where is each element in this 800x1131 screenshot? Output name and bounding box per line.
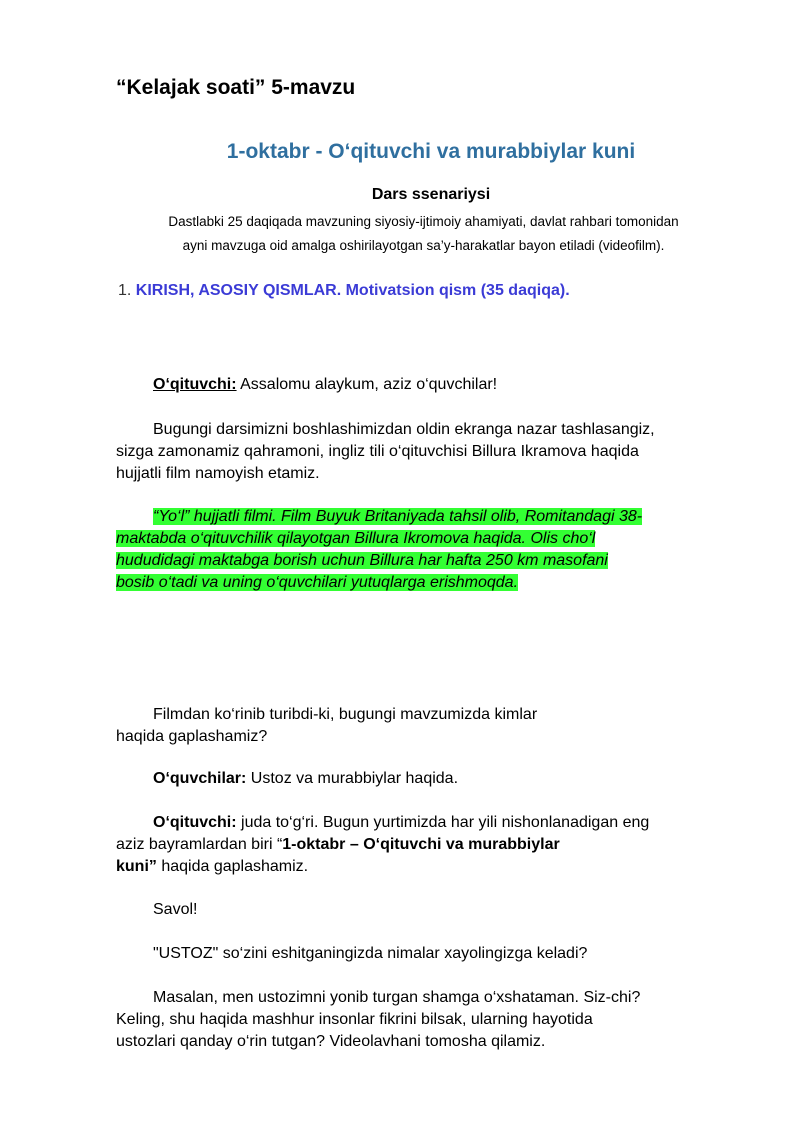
question-label: Savol! (153, 901, 198, 918)
speaker-teacher: O‘qituvchi: (153, 376, 237, 393)
paragraph-line: ustozlari qanday o‘rin tutgan? Videolavhani tomosha qilamiz. (116, 1033, 546, 1050)
highlighted-line: bosib o‘tadi va uning o‘quvchilari yutuqlarga erishmoqda. (116, 574, 519, 591)
intro-text (100, 210, 747, 258)
paragraph-line: Masalan, men ustozimni yonib turgan shamga o‘xshataman. Siz-chi? (153, 989, 641, 1006)
paragraph-teacher-reply (116, 812, 756, 878)
paragraph-line: Keling, shu haqida mashhur insonlar fikrini bilsak, ularning hayotida (116, 1011, 593, 1028)
document-title: “Kelajak soati” 5-mavzu (116, 76, 356, 99)
paragraph-text: "USTOZ" so‘zini eshitganingizda nimalar xayolingizga keladi? (153, 945, 588, 962)
holiday-name: 1-oktabr – O‘qituvchi va murabbiylar (282, 836, 560, 853)
section-number: 1. (118, 282, 132, 299)
speaker-teacher: O‘qituvchi: (153, 814, 237, 831)
answer-text: Ustoz va murabbiylar haqida. (246, 770, 459, 787)
paragraph-line: sizga zamonamiz qahramoni, ingliz tili o‘qituvchisi Billura Ikramova haqida (116, 443, 639, 460)
paragraph-line: hujjatli film namoyish etamiz. (116, 465, 320, 482)
section-heading (118, 282, 570, 300)
subheading: Dars ssenariysi (371, 186, 491, 203)
paragraph-text: juda to‘g‘ri. Bugun yurtimizda har yili nishonlanadigan eng (236, 814, 650, 831)
paragraph-greeting (116, 374, 756, 396)
holiday-name: kuni” (116, 858, 157, 875)
speaker-students: O‘quvchilar: (153, 770, 247, 787)
film-description (116, 506, 756, 594)
highlighted-line: maktabda o‘qituvchilik qilayotgan Billura Ikromova haqida. Olis cho‘l (116, 530, 596, 547)
paragraph-question (116, 704, 756, 748)
highlighted-line: “Yo‘l” hujjatli filmi. Film Buyuk Britaniyada tahsil olib, Romitandagi 38- (153, 508, 643, 525)
paragraph-text: aziz bayramlardan biri “ (116, 836, 283, 853)
paragraph-line: Filmdan ko‘rinib turibdi-ki, bugungi mavzumizda kimlar (153, 706, 538, 723)
intro-line: Dastlabki 25 daqiqada mavzuning siyosiy-ijtimoiy ahamiyati, davlat rahbari tomonidan (168, 214, 679, 229)
paragraph-students-answer (116, 768, 756, 790)
intro-line: ayni mavzuga oid amalga oshirilayotgan sa’y-harakatlar bayon etiladi (videofilm). (182, 238, 665, 253)
paragraph-ustoz-question (116, 943, 756, 965)
section-title: KIRISH, ASOSIY QISMLAR. Motivatsion qism (35 daqiqa). (135, 282, 570, 299)
paragraph-example (116, 987, 756, 1053)
greeting-text: Assalomu alaykum, aziz o‘quvchilar! (236, 376, 498, 393)
page-heading: 1-oktabr - O‘qituvchi va murabbiylar kuni (226, 140, 636, 163)
paragraph-intro-film (116, 419, 756, 485)
paragraph-savol (116, 899, 756, 921)
paragraph-text: haqida gaplashamiz. (156, 858, 309, 875)
highlighted-line: hududidagi maktabga borish uchun Billura har hafta 250 km masofani (116, 552, 608, 569)
paragraph-line: Bugungi darsimizni boshlashimizdan oldin ekranga nazar tashlasangiz, (153, 421, 655, 438)
paragraph-line: haqida gaplashamiz? (116, 728, 268, 745)
